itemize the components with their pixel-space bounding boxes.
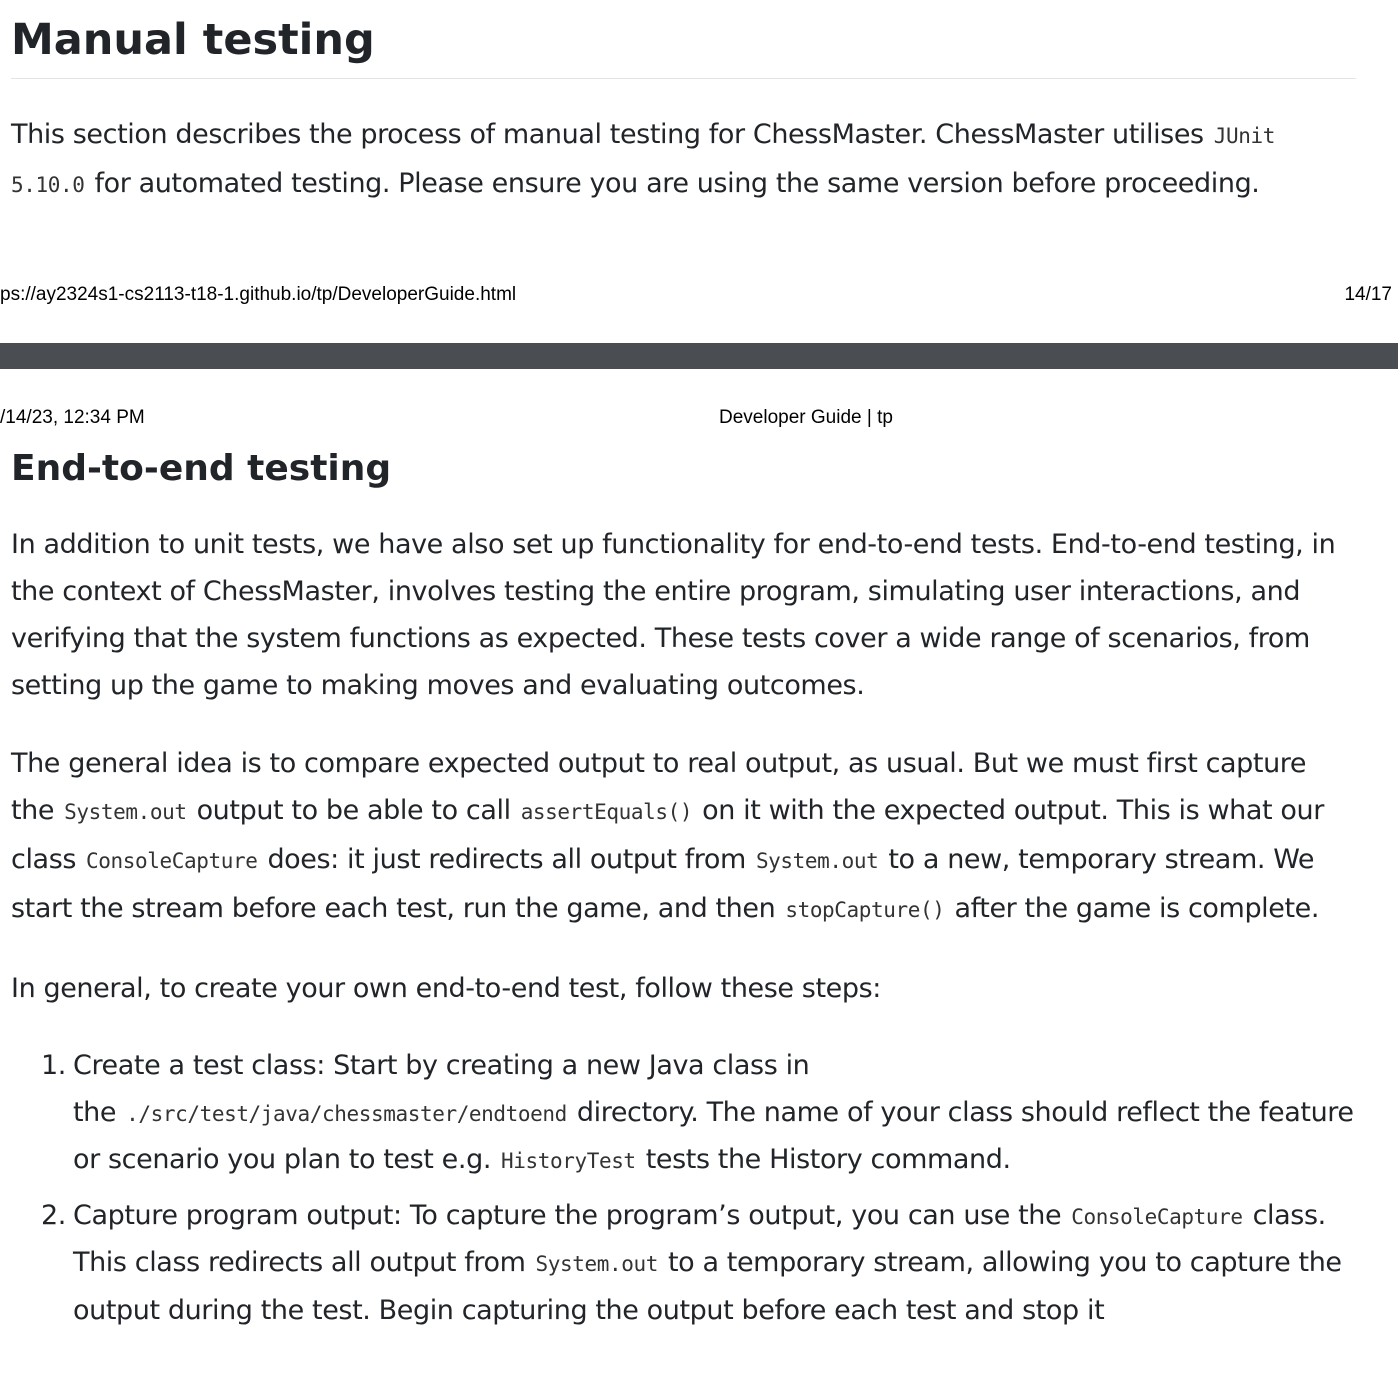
step-text-1: Capture program output: To capture the program’s output, you can use the [73,1199,1062,1231]
end-to-end-testing-section [11,440,1356,1342]
endtoend-directory-code: ./src/test/java/chessmaster/endtoend [126,1101,567,1126]
system-out-code: System.out [64,800,187,824]
list-item [11,1193,1356,1335]
step-text-1: Create a test class: Start by creating a new Java class in the [73,1050,810,1128]
manual-testing-text-1: This section describes the process of manual testing for ChessMaster. ChessMaster utilises [11,119,1204,150]
manual-testing-heading: Manual testing [11,0,1356,79]
end-to-end-intro-paragraph: In addition to unit tests, we have also set up functionality for end-to-end tests. End-to-end testing, in the context of ChessMaster, involves testing the entire program, simulating user interactions, and verifying that the system functions as expected. These tests cover a wide range of scenarios, from setting up the game to making moves and evaluating outcomes. [11,529,1336,701]
console-capture-code: ConsoleCapture [1071,1204,1243,1229]
list-item [11,1043,1356,1185]
system-out-code-2: System.out [755,849,879,873]
general-idea-paragraph [11,740,1356,934]
steps-intro-paragraph: In general, to create your own end-to-end test, follow these steps: [11,973,881,1004]
general-idea-text-5: to a new, temporary stream. We start the stream before each test, run the game, and then [11,844,1315,924]
step-text-2: class. This class redirects all output from [73,1199,1326,1278]
step-number: 2. [41,1199,66,1231]
page-break-divider [0,343,1398,369]
general-idea-text-2: output to be able to call [196,795,511,826]
step-text-2: directory. The name of your class should reflect the feature or scenario you plan to test e.g. [73,1096,1354,1175]
history-test-code: HistoryTest [501,1149,636,1173]
general-idea-text-6: after the game is complete. [954,893,1320,924]
print-footer-page-number: 14/17 [1344,284,1392,305]
stop-capture-code: stopCapture() [785,898,945,922]
steps-list [11,1043,1356,1334]
assert-equals-code: assertEquals() [520,800,693,824]
console-capture-code: ConsoleCapture [86,849,258,873]
general-idea-text-4: does: it just redirects all output from [267,844,746,875]
general-idea-text-1: The general idea is to compare expected output to real output, as usual. But we must first capture the [11,748,1307,826]
end-to-end-testing-heading: End-to-end testing [11,448,392,489]
junit-version-code: JUnit 5.10.0 [11,124,1275,197]
manual-testing-paragraph [11,111,1356,209]
print-footer-url: ps://ay2324s1-cs2113-t18-1.github.io/tp/DeveloperGuide.html [0,284,517,305]
manual-testing-text-2: for automated testing. Please ensure you are using the same version before proceeding. [94,168,1260,199]
system-out-code: System.out [535,1252,658,1276]
print-header-title: Developer Guide | tp [719,407,893,428]
general-idea-text-3: on it with the expected output. This is what our class [11,795,1324,875]
step-text-3: tests the History command. [645,1144,1011,1175]
manual-testing-section [11,0,1356,209]
step-text-3: to a temporary stream, allowing you to capture the output during the test. Begin capturing the output before each test and stop it [73,1247,1342,1326]
step-number: 1. [41,1050,66,1081]
print-header-date: /14/23, 12:34 PM [0,407,145,428]
